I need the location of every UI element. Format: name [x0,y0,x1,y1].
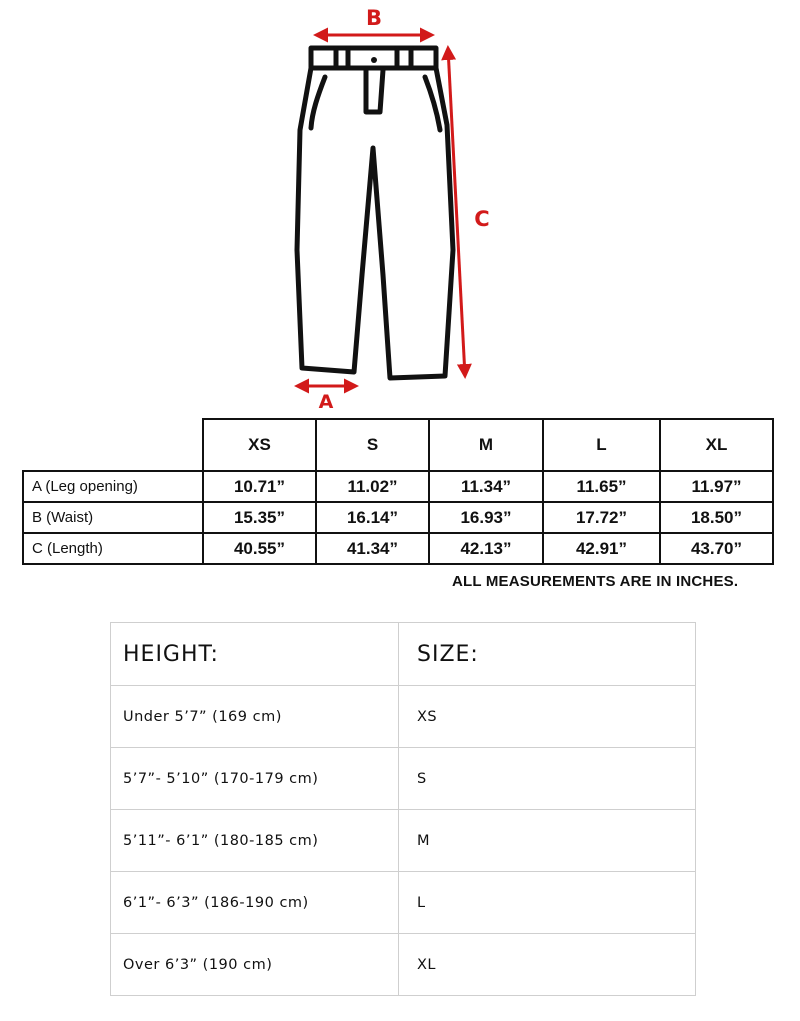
waist-button [371,57,377,63]
measurement-cell: 40.55” [203,533,316,564]
size-header-l: L [543,419,660,471]
height-cell: 5’7”- 5’10” (170-179 cm) [111,748,399,810]
size-header-s: S [316,419,429,471]
table-row [23,533,773,564]
size-header-m: M [429,419,543,471]
height-size-table [110,622,696,996]
empty-corner-cell [23,419,203,471]
height-cell: Over 6’3” (190 cm) [111,934,399,996]
size-cell: M [399,810,696,872]
size-column-header: SIZE: [399,623,696,686]
size-header-xl: XL [660,419,773,471]
measurement-cell: 11.02” [316,471,429,502]
height-cell: 6’1”- 6’3” (186-190 cm) [111,872,399,934]
measurement-cell: 15.35” [203,502,316,533]
height-cell: Under 5’7” (169 cm) [111,686,399,748]
measurement-header-row [23,419,773,471]
measurement-cell: 16.93” [429,502,543,533]
table-row [111,810,696,872]
size-cell: XS [399,686,696,748]
measurement-unit-note: ALL MEASUREMENTS ARE IN INCHES. [452,573,739,590]
measurement-cell: 43.70” [660,533,773,564]
measurement-cell: 41.34” [316,533,429,564]
measurement-table [22,418,774,565]
pants-diagram [0,0,800,415]
size-cell: S [399,748,696,810]
measurement-cell: 11.34” [429,471,543,502]
size-header-xs: XS [203,419,316,471]
table-row [111,748,696,810]
measurement-cell: 11.97” [660,471,773,502]
table-row [23,471,773,502]
row-label-length: C (Length) [23,533,203,564]
pants-outline [297,48,453,378]
table-row [111,686,696,748]
row-label-waist: B (Waist) [23,502,203,533]
size-cell: XL [399,934,696,996]
dimension-a-label: A [318,391,334,413]
height-cell: 5’11”- 6’1” (180-185 cm) [111,810,399,872]
dimension-b-label: B [365,6,383,30]
row-label-leg-opening: A (Leg opening) [23,471,203,502]
measurement-cell: 11.65” [543,471,660,502]
measurement-cell: 10.71” [203,471,316,502]
size-cell: L [399,872,696,934]
measurement-cell: 42.13” [429,533,543,564]
height-header-row [111,623,696,686]
measurement-cell: 17.72” [543,502,660,533]
table-row [111,934,696,996]
measurement-cell: 18.50” [660,502,773,533]
height-column-header: HEIGHT: [111,623,399,686]
measurement-cell: 16.14” [316,502,429,533]
dimension-c-label: C [474,207,490,231]
measurement-cell: 42.91” [543,533,660,564]
table-row [111,872,696,934]
table-row [23,502,773,533]
